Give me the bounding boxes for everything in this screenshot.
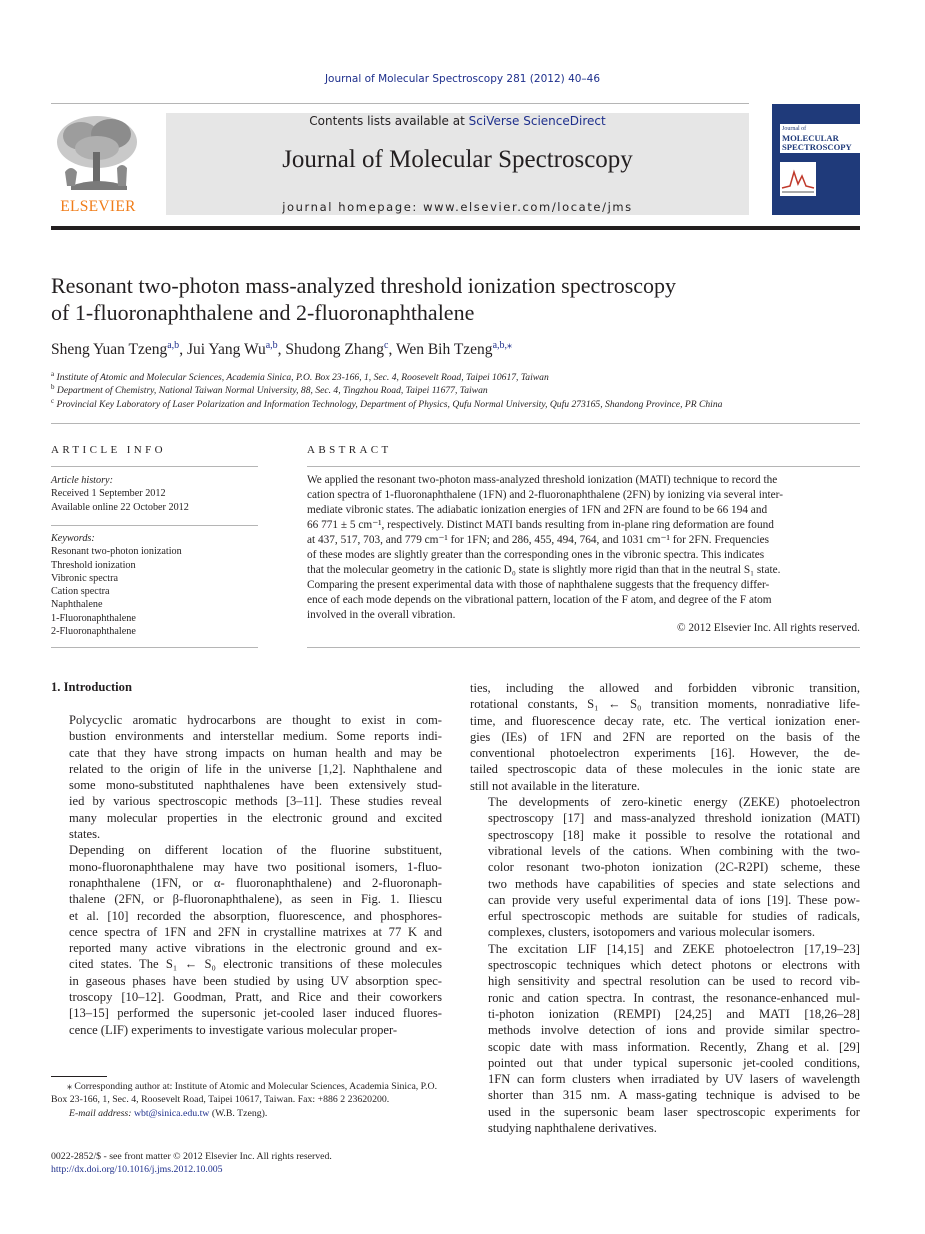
body-line: reported many active vibrations in the electronic ground and ex- <box>69 941 442 956</box>
body-line: Depending on different location of the fluorine substituent, <box>69 843 442 858</box>
author-affil-mark[interactable]: a,b <box>167 340 180 351</box>
body-right-column <box>470 680 860 1136</box>
keyword-item: 2-Fluoronaphthalene <box>51 626 136 638</box>
body-line: can provide very useful experimental data of ions [19]. These pow- <box>488 892 860 907</box>
corresponding-author-note: ⁎ Corresponding author at: Institute of Atomic and Molecular Sciences, Academia Sinica, P.O. Box 23-166, 1, Sec. 4, Roosevelt Road, Taipei 10617, Taiwan. Fax: +886 2 23620200. <box>51 1081 438 1106</box>
body-line: still not available in the literature. <box>470 778 640 793</box>
author-affil-mark[interactable]: c <box>384 340 389 351</box>
journal-banner <box>166 113 749 215</box>
sciencedirect-link[interactable]: SciVerse ScienceDirect <box>468 114 606 128</box>
received-date: Received 1 September 2012 <box>51 488 166 500</box>
abstract-heading-rule <box>307 466 860 467</box>
author-affil-mark[interactable]: a,b <box>265 340 278 351</box>
email-label: E-mail address: <box>69 1107 134 1119</box>
affiliation-mark: a <box>51 370 55 378</box>
journal-homepage[interactable]: journal homepage: www.elsevier.com/locate/jms <box>282 200 633 214</box>
body-line: et al. [10] recorded the absorption, fluorescence, and phosphores- <box>69 908 442 923</box>
contents-prefix: Contents lists available at <box>309 114 469 128</box>
body-paragraph <box>470 794 860 941</box>
online-date: Available online 22 October 2012 <box>51 501 189 513</box>
page-footer <box>51 1150 332 1177</box>
body-line: used in the supersonic beam laser spectroscopic experiments for <box>488 1104 860 1119</box>
keyword-item: 1-Fluoronaphthalene <box>51 612 136 624</box>
affiliation-mark: b <box>51 383 55 391</box>
journal-citation[interactable]: Journal of Molecular Spectroscopy 281 (2012) 40–46 <box>324 73 601 85</box>
affiliation-b <box>51 383 488 396</box>
author-affil-mark[interactable]: a,b,⁎ <box>492 340 513 351</box>
abstract-line: ence of each mode depends on the vibrational pattern, location of the F atom, and degree of the F atom <box>307 594 772 606</box>
email-link[interactable]: wbt@sinica.edu.tw <box>133 1107 210 1119</box>
author-name: Jui Yang Wu <box>186 341 266 359</box>
affiliation-text: Institute of Atomic and Molecular Sciences, Academia Sinica, P.O. Box 23-166, 1, Sec. 4, Roosevelt Road, Taipei 10617, Taiwan <box>56 372 549 384</box>
elsevier-wordmark: ELSEVIER <box>60 198 136 215</box>
body-line: The developments of zero-kinetic energy (ZEKE) photoelectron <box>488 795 860 810</box>
keyword-item: Vibronic spectra <box>51 572 118 584</box>
contents-available-line <box>166 114 749 128</box>
cover-title-line3: SPECTROSCOPY <box>782 142 852 152</box>
body-line: troscopy [10–12]. Goodman, Pratt, and Rice and their coworkers <box>69 990 442 1005</box>
body-line: many molecular properties in the electronic ground and excited <box>69 810 442 825</box>
header-top-rule <box>51 103 749 104</box>
body-line: tailed spectroscopic data of these molecules in the ionic state are <box>470 762 860 777</box>
elsevier-logo[interactable] <box>51 112 145 216</box>
journal-cover-thumbnail[interactable] <box>772 104 860 215</box>
email-line <box>51 1107 442 1120</box>
abstract-line: that the molecular geometry in the cationic D₀ state is slightly more rigid than that in the neutral S₁ state. <box>307 564 781 576</box>
cover-spectrum-icon <box>780 162 816 196</box>
body-line: studying naphthalene derivatives. <box>488 1121 657 1136</box>
abstract-heading: ABSTRACT <box>307 444 392 456</box>
author-name: Wen Bih Tzeng <box>395 341 493 359</box>
body-line: pointed out that under typical supersonic jet-cooled conditions, <box>488 1055 860 1070</box>
author-name: Shudong Zhang <box>285 341 384 359</box>
affiliation-c <box>51 397 722 410</box>
footnote <box>51 1080 442 1120</box>
elsevier-tree-icon <box>51 112 145 196</box>
abstract-line: at 437, 517, 703, and 779 cm⁻¹ for 1FN; and 286, 455, 494, 764, and 1031 cm⁻¹ for 2FN. Frequencies <box>307 534 770 546</box>
header-bottom-rule <box>51 226 860 230</box>
affiliation-mark: c <box>51 397 55 405</box>
body-line: vibrational levels of the cations. When combining with the two- <box>488 843 860 858</box>
abstract-body <box>307 473 860 623</box>
email-suffix: (W.B. Tzeng). <box>209 1107 268 1119</box>
abstract-line: mediate vibronic states. The adiabatic ionization energies of 1FN and 2FN are found to be 66 194 and <box>307 504 768 516</box>
body-line: gies (IEs) of 1FN and 2FN are reported on the basis of the <box>470 729 860 744</box>
keyword-item: Cation spectra <box>51 586 110 598</box>
body-line: methods involve detection of ions and provide similar spectro- <box>488 1023 860 1038</box>
body-line: 1FN can form clusters when irradiated by UV lasers of wavelength <box>488 1072 860 1087</box>
issn-line: 0022-2852/$ - see front matter © 2012 Elsevier Inc. All rights reserved. <box>51 1151 332 1162</box>
body-line: cate that they have strong impacts on human health and may be <box>69 745 442 760</box>
keyword-item: Naphthalene <box>51 599 103 611</box>
body-line: mono-fluoronaphthalene may have two positional isomers, 1-fluo- <box>69 859 442 874</box>
info-heading-rule <box>51 466 258 467</box>
abstract-line: 66 771 ± 5 cm⁻¹, respectively. Distinct MATI bands resulting from in-plane ring deformation are found <box>307 519 774 531</box>
body-line: ied by various spectroscopic methods [3–11]. These studies reveal <box>69 794 442 809</box>
body-line: some mono-substituted naphthalenes have been extensively stud- <box>69 778 442 793</box>
history-label: Article history: <box>51 475 113 486</box>
body-line: complexes, clusters, isotopomers and various molecular isomers. <box>488 925 816 940</box>
keyword-item: Resonant two-photon ionization <box>51 546 182 558</box>
abstract-line: of these modes are slightly greater than the corresponding ones in the vibronic spectra. This indicates <box>307 549 765 561</box>
body-line: [13–15] performed the supersonic jet-cooled laser induced fluores- <box>69 1006 442 1021</box>
body-line: erful spectroscopic methods are suitable for studies of radicals, <box>488 909 860 924</box>
abstract-line: involved in the overall vibration. <box>307 609 456 621</box>
body-line: thalene (2FN, or β-fluoronaphthalene), as seen in Fig. 1. Iliescu <box>69 892 442 907</box>
body-line: states. <box>69 827 101 842</box>
body-line: shorter than 315 nm. A mass-gating technique is advised to be <box>488 1088 860 1103</box>
abstract-line: We applied the resonant two-photon mass-analyzed threshold ionization (MATI) technique to record the <box>307 474 778 486</box>
body-line: high sensitivity and spectral resolution can be used to record vib- <box>488 974 860 989</box>
affiliation-text: Department of Chemistry, National Taiwan Normal University, 88, Sec. 4, Tingzhou Road, Taipei 11677, Taiwan <box>56 385 488 397</box>
cover-title-line1: Journal of <box>782 126 807 132</box>
body-line: scopic date with mass information. Recently, Zhang et al. [29] <box>488 1039 860 1054</box>
author-name: Sheng Yuan Tzeng <box>51 341 168 359</box>
abstract-line: cation spectra of 1-fluoronaphthalene (1FN) and 2-fluoronaphthalene (2FN) by ionizing via several inter- <box>307 489 783 501</box>
info-top-rule <box>51 423 860 424</box>
affiliation-a <box>51 370 549 383</box>
body-line: in gaseous phases have been studied by using UV absorption spec- <box>69 973 442 988</box>
cover-title-line2: MOLECULAR <box>782 133 839 143</box>
article-title <box>51 272 811 326</box>
body-line: spectroscopic techniques which detect photons or electrons with <box>488 958 860 973</box>
body-line: ronic and cation spectra. In contrast, the resonance-enhanced mul- <box>488 990 860 1005</box>
abstract-bottom-rule <box>307 647 860 648</box>
keywords-block <box>51 532 182 638</box>
body-line: ties, including the allowed and forbidden vibronic transition, <box>470 681 860 695</box>
info-bottom-rule <box>51 647 258 648</box>
body-paragraph <box>470 941 860 1137</box>
body-line: The excitation LIF [14,15] and ZEKE photoelectron [17,19–23] <box>488 941 860 956</box>
body-paragraph <box>470 680 860 794</box>
article-history <box>51 474 189 514</box>
body-line: related to the origin of life in the universe [1,2]. Naphthalene and <box>69 761 442 776</box>
body-line: bustion environments and interstellar medium. Some reports indi- <box>69 729 442 744</box>
body-paragraph <box>51 712 442 842</box>
journal-title: Journal of Molecular Spectroscopy <box>282 146 633 173</box>
keywords-rule <box>51 525 258 526</box>
body-line: cence spectra of 1FN and 2FN in crystalline matrixes at 77 K and <box>69 924 442 939</box>
body-line: cited states. The S₁ ← S₀ electronic transitions of these molecules <box>69 957 442 972</box>
keyword-item: Threshold ionization <box>51 559 136 571</box>
abstract-line: Comparing the present experimental data with those of naphthalene suggests that the frequency differ- <box>307 579 770 591</box>
body-line: ti-photon ionization (REMPI) [24,25] and MATI [18,26–28] <box>488 1006 860 1021</box>
section-title: 1. Introduction <box>51 680 132 694</box>
body-line: time, and fluorescence decay rate, etc. The vertical ionization ener- <box>470 713 860 728</box>
author-list: Sheng Yuan Tzeng$^{a,b}$, Jui Yang Wu$^{a,b}$, Shudong Zhang$^c$, Wen Bih Tzeng$^{a,b,⁎}$ <box>51 340 513 359</box>
body-line: ronaphthalene (1FN, or α- fluoronaphthalene) and 2-fluoronaph- <box>69 875 442 890</box>
doi-link[interactable]: http://dx.doi.org/10.1016/j.jms.2012.10.005 <box>51 1164 223 1176</box>
body-line: spectroscopy [18] make it possible to resolve the rotational and <box>488 827 860 842</box>
title-line-1: Resonant two-photon mass-analyzed threshold ionization spectroscopy <box>51 273 677 298</box>
keywords-label: Keywords: <box>51 533 95 544</box>
body-line: spectroscopy [17] and mass-analyzed threshold ionization (MATI) <box>488 811 860 826</box>
body-line: conventional photoelectron experiments [16]. However, the de- <box>470 746 860 761</box>
body-line: color resonant two-photon ionization (2C-R2PI) scheme, these <box>488 860 860 875</box>
abstract-copyright: © 2012 Elsevier Inc. All rights reserved. <box>676 622 860 634</box>
article-info-heading: ARTICLE INFO <box>51 444 166 456</box>
body-line: two methods have capabilities of species and state selections and <box>488 876 860 891</box>
title-line-2: of 1-fluoronaphthalene and 2-fluoronaphthalene <box>51 300 475 325</box>
body-line: rotational constants, S₁ ← S₀ transition moments, nonradiative life- <box>470 697 860 712</box>
body-paragraph <box>51 842 442 1038</box>
body-line: cence (LIF) experiments to investigate various molecular proper- <box>69 1022 398 1037</box>
affiliation-text: Provincial Key Laboratory of Laser Polarization and Information Technology, Department of Physics, Qufu Normal University, Qufu 273165, Shandong Province, PR China <box>56 399 723 411</box>
body-left-column <box>51 712 442 1038</box>
body-line: Polycyclic aromatic hydrocarbons are thought to exist in com- <box>69 713 442 727</box>
footnote-rule <box>51 1076 107 1077</box>
